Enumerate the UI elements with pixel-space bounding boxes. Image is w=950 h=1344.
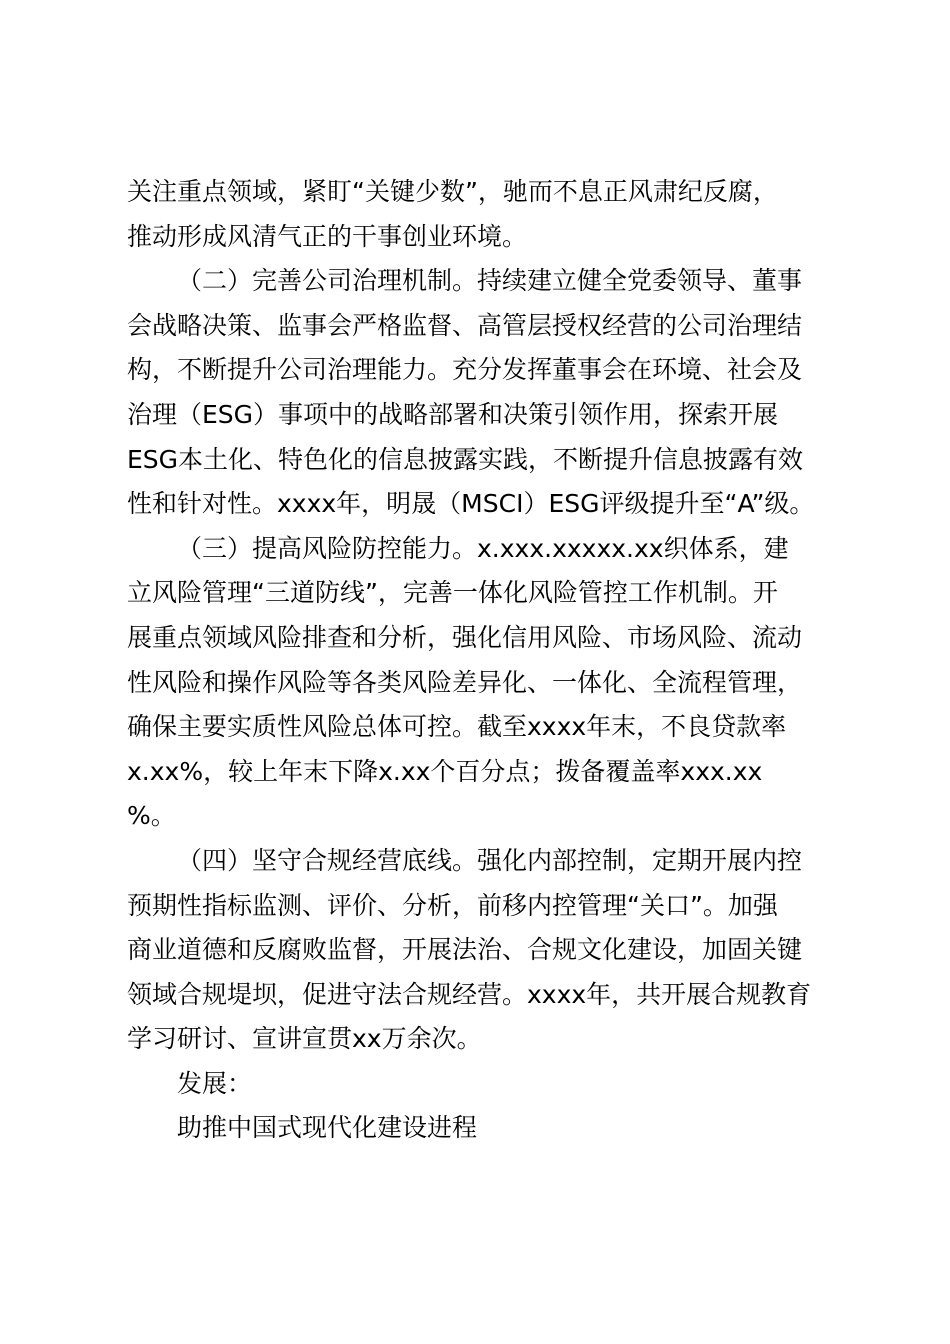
text-line: 确保主要实质性风险总体可控。截至xxxx年末，不良贷款率 <box>127 712 787 742</box>
text-line: 关注重点领域，紧盯“关键少数”，驰而不息正风肃纪反腐， <box>127 177 778 206</box>
text-line: 性和针对性。xxxx年，明晟（MSCI）ESG评级提升至“A”级。 <box>127 489 815 519</box>
document-body <box>127 170 837 1151</box>
section-heading-line: （三）提高风险防控能力。x.xxx.xxxxx.xx织体系，建 <box>177 533 789 563</box>
text-line: 学习研讨、宣讲宣贯xx万余次。 <box>127 1024 482 1054</box>
subsection-label: 发展： <box>177 1068 253 1098</box>
text-line: ESG本土化、特色化的信息披露实践，不断提升信息披露有效 <box>127 444 804 474</box>
text-line: %。 <box>127 801 176 831</box>
section-heading-line: （二）完善公司治理机制。持续建立健全党委领导、董事 <box>177 266 803 296</box>
text-line: x.xx%，较上年末下降x.xx个百分点；拨备覆盖率xxx.xx <box>127 756 763 786</box>
text-line: 预期性指标监测、评价、分析，前移内控管理“关口”。加强 <box>127 890 778 920</box>
section-heading-line: （四）坚守合规经营底线。强化内部控制，定期开展内控 <box>177 845 803 875</box>
text-line: 性风险和操作风险等各类风险差异化、一体化、全流程管理， <box>127 667 803 697</box>
text-line: 立风险管理“三道防线”，完善一体化风险管控工作机制。开 <box>127 578 778 608</box>
text-line: 会战略决策、监事会严格监督、高管层授权经营的公司治理结 <box>127 310 803 340</box>
text-line: 商业道德和反腐败监督，开展法治、合规文化建设，加固关键 <box>127 935 803 965</box>
text-line: 推动形成风清气正的干事创业环境。 <box>127 221 528 251</box>
text-line: 治理（ESG）事项中的战略部署和决策引领作用，探索开展 <box>127 399 779 429</box>
text-line: 领域合规堤坝，促进守法合规经营。xxxx年，共开展合规教育 <box>127 979 812 1009</box>
text-line: 展重点领域风险排查和分析，强化信用风险、市场风险、流动 <box>127 622 803 652</box>
text-line: 构，不断提升公司治理能力。充分发挥董事会在环境、社会及 <box>127 355 803 385</box>
subsection-title: 助推中国式现代化建设进程 <box>177 1113 478 1143</box>
